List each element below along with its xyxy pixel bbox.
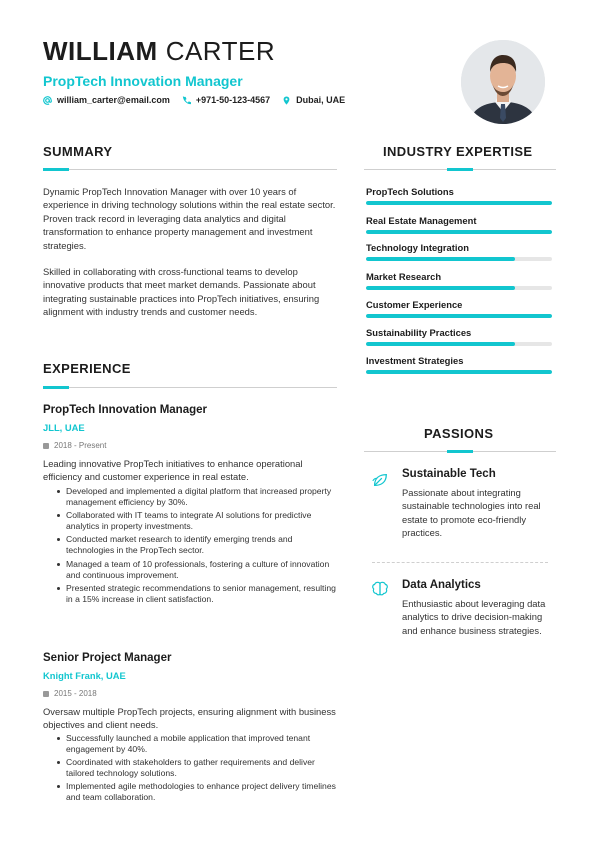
list-item: Coordinated with stakeholders to gather requirements and deliver tailored technology solutions.: [56, 757, 338, 779]
job-1-title: PropTech Innovation Manager: [43, 404, 207, 416]
list-item: Managed a team of 10 professionals, fostering a culture of innovation and continuous improvement.: [56, 559, 338, 581]
skill-bar: [366, 201, 552, 205]
leaf-icon: [371, 471, 389, 489]
expertise-accent: [447, 168, 473, 171]
list-item: Implemented agile methodologies to enhance project delivery timelines and team collaboration.: [56, 781, 338, 803]
job-2-company: Knight Frank, UAE: [43, 670, 126, 681]
skill-item: [366, 271, 552, 290]
skill-label: Real Estate Management: [366, 215, 477, 226]
contact-location: [282, 95, 345, 105]
skill-bar: [366, 342, 552, 346]
skill-item: [366, 242, 552, 261]
summary-divider: [43, 169, 337, 170]
skill-item: [366, 186, 552, 205]
skill-item: [366, 299, 552, 318]
skill-bar: [366, 230, 552, 234]
job-2-title: Senior Project Manager: [43, 652, 172, 664]
last-name: CARTER: [165, 36, 276, 66]
skill-label: Sustainability Practices: [366, 327, 472, 338]
contact-row: [43, 95, 345, 105]
phone-text: +971-50-123-4567: [195, 95, 271, 105]
avatar: [461, 40, 545, 124]
passion-2-title: Data Analytics: [402, 579, 481, 591]
passion-2-description: Enthusiastic about leveraging data analytics to drive decision-making and enhance business strategies.: [402, 598, 546, 636]
summary-paragraph-2: Skilled in collaborating with cross-functional teams to develop innovative products that meet market demands. Passionate about integrating sustainable practices into PropTech initiatives, ensuring alignment with industry trends and customer needs.: [43, 266, 320, 318]
list-item: Conducted market research to identify emerging trends and technologies in the PropTech sector.: [56, 534, 338, 556]
summary-paragraph-1: Dynamic PropTech Innovation Manager with over 10 years of experience in driving technology solutions within the real estate sector. Proven track record in leveraging data analytics and digital transformation to enhance property management and investment strategies.: [43, 186, 336, 251]
job-1-company: JLL, UAE: [43, 422, 85, 433]
job-headline: PropTech Innovation Manager: [43, 73, 243, 89]
passions-accent: [447, 450, 473, 453]
skill-bar: [366, 314, 552, 318]
skill-bar-fill: [366, 286, 515, 290]
candidate-name: [43, 36, 275, 67]
skill-bar-fill: [366, 230, 552, 234]
skill-label: Investment Strategies: [366, 355, 464, 366]
list-item: Developed and implemented a digital platform that increased property management efficiency by 30%.: [56, 486, 338, 508]
skill-bar-fill: [366, 201, 552, 205]
location-text: Dubai, UAE: [296, 95, 346, 105]
passions-separator: [372, 562, 548, 563]
skill-item: [366, 355, 552, 374]
skill-bar-fill: [366, 314, 552, 318]
experience-divider: [43, 387, 337, 388]
expertise-heading: INDUSTRY EXPERTISE: [383, 144, 533, 159]
contact-email[interactable]: [43, 95, 170, 105]
skill-item: [366, 215, 552, 234]
skill-label: Customer Experience: [366, 299, 463, 310]
summary-accent: [43, 168, 69, 171]
job-2-bullets: [56, 733, 338, 806]
contact-phone[interactable]: [182, 95, 270, 105]
job-2-dates-text: 2015 - 2018: [54, 689, 97, 698]
job-2-dates: [43, 689, 97, 698]
job-1-dates: [43, 441, 106, 450]
job-2-description: Oversaw multiple PropTech projects, ensuring alignment with business objectives and client needs.: [43, 706, 336, 731]
passion-1-description: Passionate about integrating sustainable technologies into real estate to promote eco-friendly practices.: [402, 487, 541, 538]
skill-bar: [366, 370, 552, 374]
brain-icon: [371, 580, 389, 598]
at-icon: [43, 96, 52, 105]
skill-bar-fill: [366, 342, 515, 346]
passions-heading: PASSIONS: [424, 426, 494, 441]
summary-heading: SUMMARY: [43, 144, 113, 159]
profile-photo: [461, 40, 545, 124]
skill-label: Market Research: [366, 271, 442, 282]
skill-bar: [366, 257, 552, 261]
job-1-description: Leading innovative PropTech initiatives to enhance operational efficiency and customer experience in real estate.: [43, 458, 303, 483]
experience-heading: EXPERIENCE: [43, 361, 131, 376]
skill-item: [366, 327, 552, 346]
skill-label: Technology Integration: [366, 242, 469, 253]
email-text: william_carter@email.com: [57, 95, 170, 105]
skill-bar-fill: [366, 370, 552, 374]
list-item: Successfully launched a mobile application that improved tenant engagement by 40%.: [56, 733, 338, 755]
passion-1-title: Sustainable Tech: [402, 468, 496, 480]
phone-icon: [182, 96, 191, 105]
list-item: Presented strategic recommendations to senior management, resulting in a 15% increase in client satisfaction.: [56, 583, 338, 605]
list-item: Collaborated with IT teams to integrate AI solutions for predictive analytics in property investments.: [56, 510, 338, 532]
job-1-bullets: [56, 486, 338, 607]
calendar-icon: [43, 443, 49, 449]
skill-bar: [366, 286, 552, 290]
first-name: WILLIAM: [43, 36, 158, 66]
skill-label: PropTech Solutions: [366, 186, 454, 197]
skill-bar-fill: [366, 257, 515, 261]
experience-accent: [43, 386, 69, 389]
calendar-icon: [43, 691, 49, 697]
location-pin-icon: [282, 96, 291, 105]
job-1-dates-text: 2018 - Present: [54, 441, 107, 450]
